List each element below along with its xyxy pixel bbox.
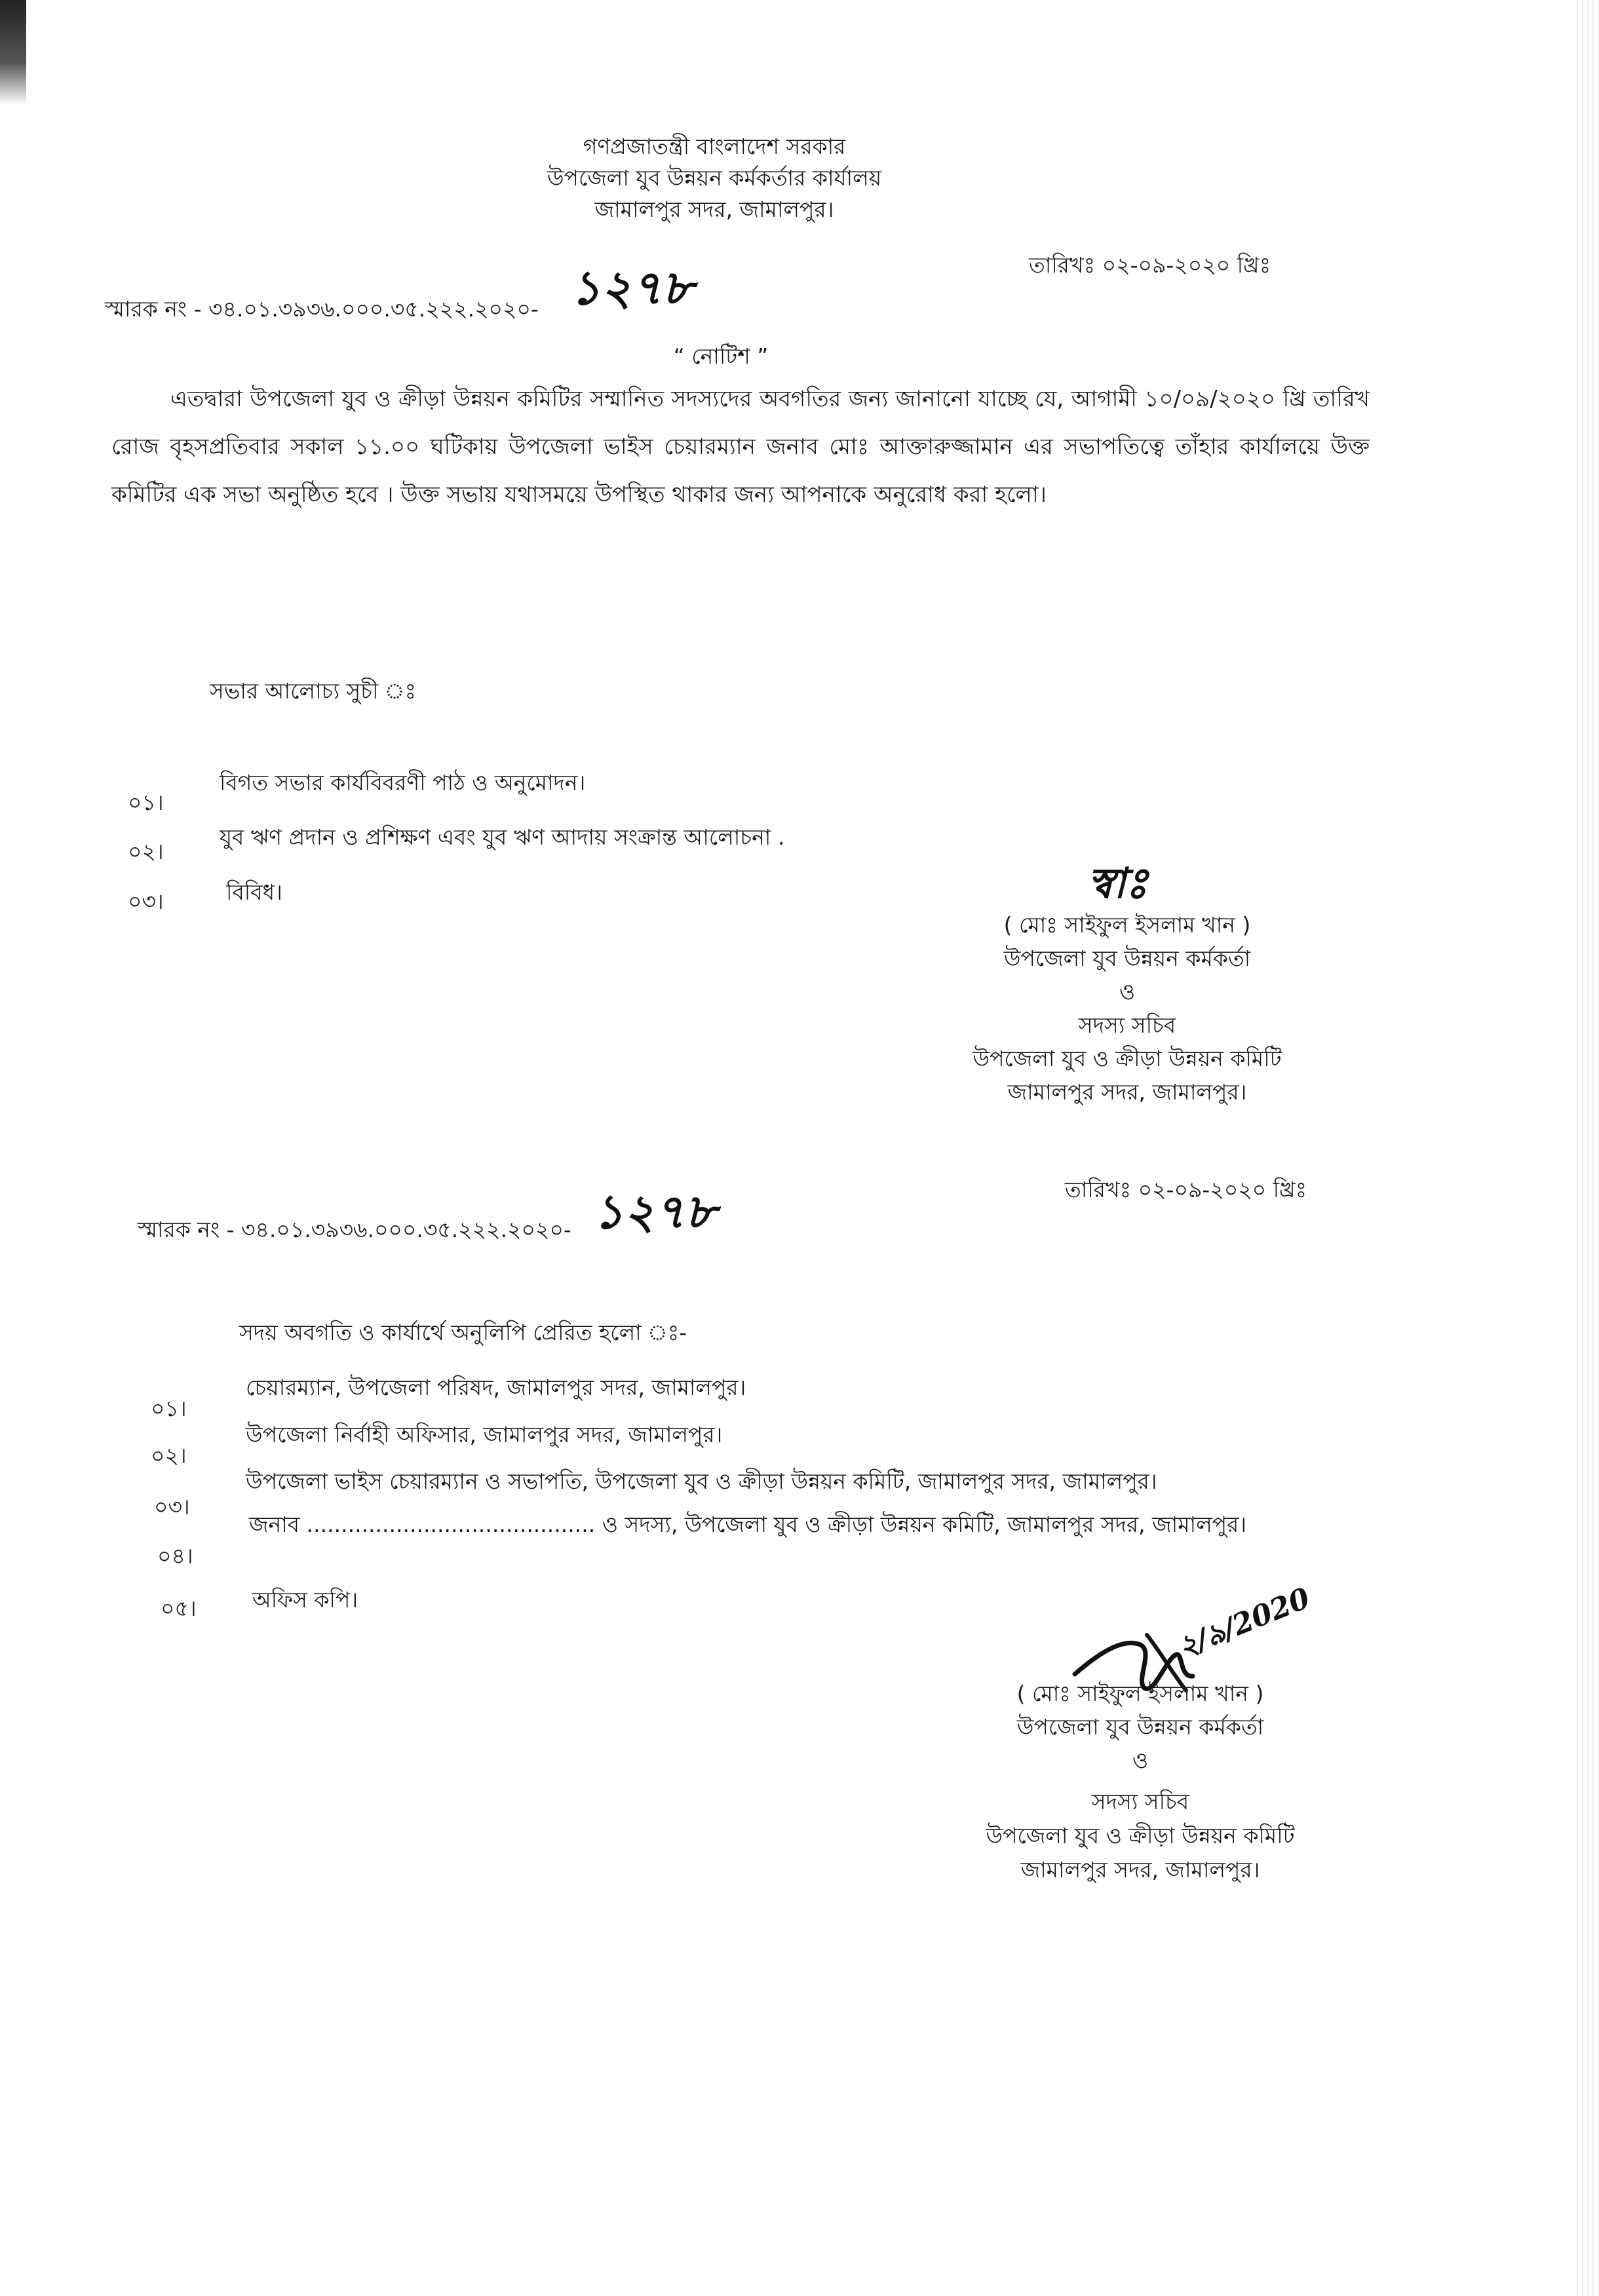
- signatory-conjunction: ও: [1119, 979, 1136, 1004]
- recipient-num: ০৫।: [161, 1596, 197, 1621]
- agenda-num: ০৩।: [128, 889, 164, 914]
- agenda-num: ০১।: [128, 790, 164, 815]
- agenda-num: ০২।: [128, 839, 164, 864]
- copy-memo-number: স্মারক নং - ৩৪.০১.৩৯৩৬.০০০.৩৫.২২২.২০২০-: [138, 1217, 571, 1242]
- notice-date: তারিখঃ ০২-০৯-২০২০ খ্রিঃ: [1029, 252, 1271, 278]
- recipient-item: চেয়ারম্যান, উপজেলা পরিষদ, জামালপুর সদর, জামালপুর।: [246, 1375, 746, 1400]
- copy-date: তারিখঃ ০২-০৯-২০২০ খ্রিঃ: [1065, 1177, 1307, 1202]
- signatory-role: সদস্য সচিব: [1078, 1012, 1176, 1038]
- recipient-item: উপজেলা ভাইস চেয়ারম্যান ও সভাপতি, উপজেলা যুব ও ক্রীড়া উন্নয়ন কমিটি, জামালপুর সদর, জামালপুর।: [246, 1468, 1157, 1494]
- agenda-heading: সভার আলোচ্য সুচী ঃ: [210, 678, 417, 704]
- notice-body: [111, 375, 1370, 519]
- recipient-item: অফিস কপি।: [252, 1587, 358, 1613]
- header-address: জামালপুর সদর, জামালপুর।: [594, 197, 834, 222]
- recipient-item: জনাব .......................................... ও সদস্য, উপজেলা যুব ও ক্রীড়া উন্নয়ন কমিটি, জামালপুর সদর, জামালপুর।: [249, 1512, 1247, 1537]
- copy-memo-handwritten-number: ১২৭৮: [593, 1183, 716, 1239]
- copy-signatory-conjunction: ও: [1132, 1748, 1149, 1773]
- copy-signatory-title: উপজেলা যুব উন্নয়ন কর্মকর্তা: [1016, 1714, 1264, 1740]
- agenda-item: বিগত সভার কার্যবিবরণী পাঠ ও অনুমোদন।: [220, 770, 586, 795]
- memo-number: স্মারক নং - ৩৪.০১.৩৯৩৬.০০০.৩৫.২২২.২০২০-: [105, 296, 539, 322]
- signature-handwritten-date: ২/৯/2020: [1173, 1581, 1315, 1665]
- header-office: উপজেলা যুব উন্নয়ন কর্মকর্তার কার্যালয়: [547, 165, 882, 191]
- signature-mark: স্বাঃ: [1088, 859, 1148, 908]
- copy-signatory-committee: উপজেলা যুব ও ক্রীড়া উন্নয়ন কমিটি: [986, 1823, 1295, 1848]
- agenda-item: বিবিধ।: [226, 879, 282, 905]
- signatory-committee: উপজেলা যুব ও ক্রীড়া উন্নয়ন কমিটি: [973, 1046, 1282, 1071]
- recipient-num: ০৩।: [154, 1494, 190, 1520]
- scan-corner-shadow: [0, 0, 26, 105]
- recipient-num: ০৪।: [157, 1543, 193, 1569]
- signatory-title: উপজেলা যুব উন্নয়ন কর্মকর্তা: [1003, 946, 1251, 971]
- copy-signatory-role: সদস্য সচিব: [1091, 1789, 1189, 1814]
- notice-body-text: এতদ্বারা উপজেলা যুব ও ক্রীড়া উন্নয়ন কমিটির সম্মানিত সদস্যদের অবগতির জন্য জানানো যাচ্ছে যে, আগামী ১০/০৯/২০২০ খ্রি তারিখ রোজ বৃহসপ্রতিবার সকাল ১১.০০ ঘটিকায় উপজেলা ভাইস চেয়ারম্যান জনাব মোঃ আক্তারুজ্জামান এর সভাপতিত্বে তাঁহার কার্যালয়ে উক্ত কমিটির এক সভা অনুষ্ঠিত হবে । উক্ত সভায় যথাসময়ে উপস্থিত থাকার জন্য আপনাকে অনুরোধ করা হলো।: [111, 386, 1370, 508]
- recipient-num: ০১।: [151, 1396, 187, 1421]
- header-government: গণপ্রজাতন্ত্রী বাংলাদেশ সরকার: [583, 134, 846, 159]
- recipient-item: উপজেলা নির্বাহী অফিসার, জামালপুর সদর, জামালপুর।: [246, 1422, 723, 1447]
- recipient-num: ০২।: [151, 1443, 187, 1468]
- agenda-item: যুব ঋণ প্রদান ও প্রশিক্ষণ এবং যুব ঋণ আদায় সংক্রান্ত আলোচনা .: [220, 824, 785, 850]
- scan-page-edges: [1573, 0, 1599, 2296]
- notice-title: “ নোটিশ ”: [673, 343, 769, 369]
- memo-handwritten-number: ১২৭৮: [570, 259, 693, 315]
- copy-signatory-place: জামালপুর সদর, জামালপুর।: [1020, 1857, 1260, 1883]
- copy-signatory-name: ( মোঃ সাইফুল ইসলাম খান ): [1016, 1681, 1264, 1706]
- signatory-place: জামালপুর সদর, জামালপুর।: [1007, 1079, 1247, 1105]
- signatory-name: ( মোঃ সাইফুল ইসলাম খান ): [1003, 912, 1251, 938]
- copy-heading: সদয় অবগতি ও কার্যার্থে অনুলিপি প্রেরিত হলো ঃ-: [239, 1320, 687, 1345]
